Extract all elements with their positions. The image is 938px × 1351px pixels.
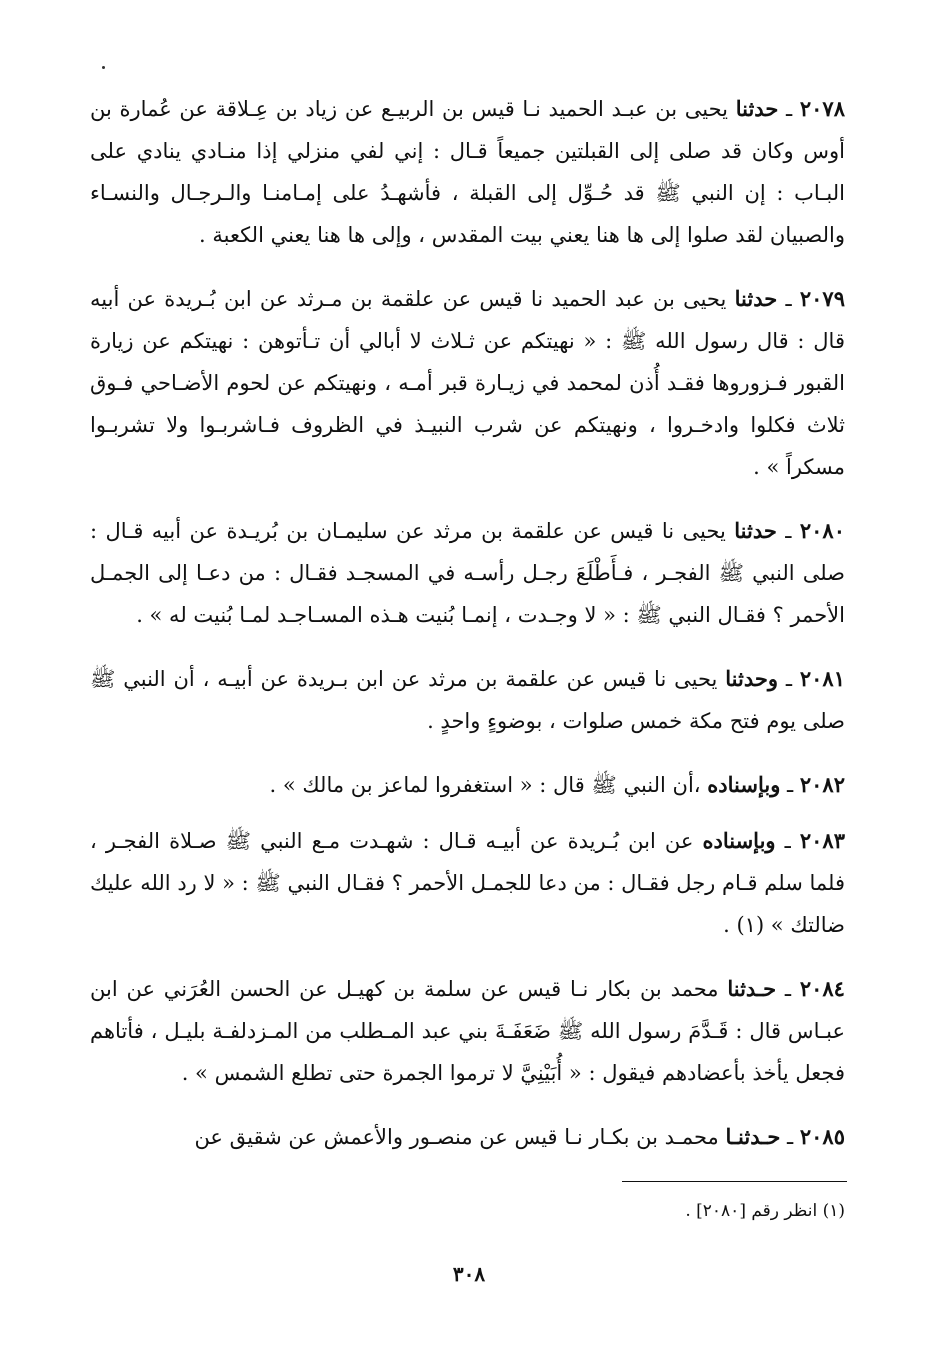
narration-keyword: وحدثنا: [725, 666, 778, 691]
hadith-text: يحيى بن عبـد الحميد نـا قيس بن الربيـع عن زياد بن عِـلاقة عن عُمارة بن أوس وكان قد صلى إلى القبلتين جميعاً قـال : إني لفي منزلي إذا منـادي ينادي على البـاب : إن النبي ﷺ قد حُـوِّل إلى القبلة ، فأشهـدُ على إمـامنـا والـرجـال والنسـاء والصبيان لقد صلوا إلى ها هنا يعني بيت المقدس ، وإلى ها هنا يعني الكعبة .: [90, 97, 845, 247]
hadith-entry-2080: ٢٠٨٠ ـ حدثنا يحيى نا قيس عن علقمة بن مرثد عن سليمـان بن بُريـدة عن أبيه قـال : صلى النبي ﷺ الفجـر ، فـأَطْلَعَ رجـل رأسـه في المسجـد فقـال : من دعـا إلى الجمـل الأحمر ؟ فقـال النبي ﷺ : « لا وجـدت ، إنمـا بُنيت هـذه المسـاجـد لمـا بُنيت له » .: [90, 518, 846, 627]
narration-keyword: وبإسناده: [707, 772, 781, 797]
hadith-number: ٢٠٨٣: [799, 828, 845, 853]
footnote-divider: [622, 1181, 847, 1182]
hadith-text: يحيى نا قيس عن علقمة بن مرثد عن ابن بـريدة عن أبيـه ، أن النبي ﷺ صلى يوم فتح مكة خمس صلوات ، بوضوءٍ واحدٍ .: [90, 667, 845, 733]
hadith-entry-2083: ٢٠٨٣ ـ وبإسناده عن ابن بُـريدة عن أبيـه قـال : شهـدت مـع النبي ﷺ صـلاة الفجـر ، فلما سلم قـام رجل فقـال : من دعا للجمـل الأحمر ؟ فقـال النبي ﷺ : « لا رد الله عليك ضالتك » (١) .: [90, 828, 845, 937]
hadith-text-body: [90, 88, 845, 1180]
hadith-entry-2082: ٢٠٨٢ ـ وبإسناده ،أن النبي ﷺ قال : « استغفروا لماعز بن مالك » .: [269, 772, 845, 797]
narration-keyword: حـدثنا: [727, 976, 777, 1001]
narration-keyword: حـدثنـا: [725, 1124, 781, 1149]
hadith-entry-2081: ٢٠٨١ ـ وحدثنا يحيى نا قيس عن علقمة بن مرثد عن ابن بـريدة عن أبيـه ، أن النبي ﷺ صلى يوم فتح مكة خمس صلوات ، بوضوءٍ واحدٍ .: [90, 666, 845, 733]
hadith-entry-2084: ٢٠٨٤ ـ حـدثنا محمد بن بكار نـا قيس عن سلمة بن كهيـل عن الحسن العُرَني عن ابن عبـاس قال : قَـدَّمَ رسول الله ﷺ ضَعَفَـةَ بني عبد المـطلب من المـزدلفـة بليـل ، فأتاهم فجعل يأخذ بأعضادهم فيقول : « أُبَيْنِيَّ لا ترموا الجمرة حتى تطلع الشمس » .: [90, 976, 845, 1085]
hadith-number: ٢٠٨١: [799, 666, 845, 691]
narration-keyword: حدثنا: [734, 286, 778, 311]
hadith-text: يحيى بن عبد الحميد نا قيس عن علقمة بن مـرثد عن ابن بُـريدة عن أبيه قال : قال رسول الله ﷺ : « نهيتكم عن ثـلاث لا أبالي أن تـأتوهن : نهيتكم عن زيارة القبور فـزوروها فقـد أُذن لمحمد في زيـارة قبر أمـه ، ونهيتكم عن لحوم الأضـاحي فـوق ثلاث فكلوا وادخـروا ، ونهيتكم عن شرب النبيـذ في الظروف فـاشربـوا ولا تشربـوا مسكراً » .: [90, 287, 845, 479]
narration-keyword: وبإسناده: [702, 828, 776, 853]
hadith-number: ٢٠٨٠: [799, 518, 845, 543]
hadith-entry-2078: ٢٠٧٨ ـ حدثنا يحيى بن عبـد الحميد نـا قيس بن الربيـع عن زياد بن عِـلاقة عن عُمارة بن أوس وكان قد صلى إلى القبلتين جميعاً قـال : إني لفي منزلي إذا منـادي ينادي على البـاب : إن النبي ﷺ قد حُـوِّل إلى القبلة ، فأشهـدُ على إمـامنـا والـرجـال والنسـاء والصبيان لقد صلوا إلى ها هنا يعني بيت المقدس ، وإلى ها هنا يعني الكعبة .: [90, 96, 845, 247]
hadith-text: ،أن النبي ﷺ قال : « استغفروا لماعز بن مالك » .: [269, 773, 701, 797]
hadith-number: ٢٠٧٨: [799, 96, 845, 121]
hadith-number: ٢٠٨٢: [799, 772, 845, 797]
narration-keyword: حدثنا: [734, 518, 777, 543]
hadith-text: محمـد بن بكـار نـا قيس عن منصـور والأعمش عن شقيق عن: [194, 1125, 719, 1149]
hadith-text: محمد بن بكار نـا قيس عن سلمة بن كهيـل عن الحسن العُرَني عن ابن عبـاس قال : قَـدَّمَ رسول الله ﷺ ضَعَفَـةَ بني عبد المـطلب من المـزدلفـة بليـل ، فأتاهم فجعل يأخذ بأعضادهم فيقول : « أُبَيْنِيَّ لا ترموا الجمرة حتى تطلع الشمس » .: [90, 977, 845, 1085]
page-number: ٣٠٨: [452, 1262, 486, 1286]
hadith-entry-2085: ٢٠٨٥ ـ حـدثنـا محمـد بن بكـار نـا قيس عن منصـور والأعمش عن شقيق عن: [194, 1124, 845, 1149]
hadith-number: ٢٠٧٩: [799, 286, 845, 311]
stray-mark: [102, 66, 105, 69]
footnote: (١) انظر رقم [٢٠٨٠] .: [685, 1201, 845, 1221]
hadith-number: ٢٠٨٥: [799, 1124, 845, 1149]
hadith-text: عن ابن بُـريدة عن أبيـه قـال : شهـدت مـع النبي ﷺ صـلاة الفجـر ، فلما سلم قـام رجل فقـال : من دعا للجمـل الأحمر ؟ فقـال النبي ﷺ : « لا رد الله عليك ضالتك » (١) .: [90, 829, 845, 937]
narration-keyword: حدثنا: [735, 96, 779, 121]
hadith-entry-2079: ٢٠٧٩ ـ حدثنا يحيى بن عبد الحميد نا قيس عن علقمة بن مـرثد عن ابن بُـريدة عن أبيه قال : قال رسول الله ﷺ : « نهيتكم عن ثـلاث لا أبالي أن تـأتوهن : نهيتكم عن زيارة القبور فـزوروها فقـد أُذن لمحمد في زيـارة قبر أمـه ، ونهيتكم عن لحوم الأضـاحي فـوق ثلاث فكلوا وادخـروا ، ونهيتكم عن شرب النبيـذ في الظروف فـاشربـوا ولا تشربـوا مسكراً » .: [90, 286, 845, 479]
hadith-text: يحيى نا قيس عن علقمة بن مرثد عن سليمـان بن بُريـدة عن أبيه قـال : صلى النبي ﷺ الفجـر ، فـأَطْلَعَ رجـل رأسـه في المسجـد فقـال : من دعـا إلى الجمـل الأحمر ؟ فقـال النبي ﷺ : « لا وجـدت ، إنمـا بُنيت هـذه المسـاجـد لمـا بُنيت له » .: [90, 519, 846, 627]
hadith-number: ٢٠٨٤: [799, 976, 845, 1001]
